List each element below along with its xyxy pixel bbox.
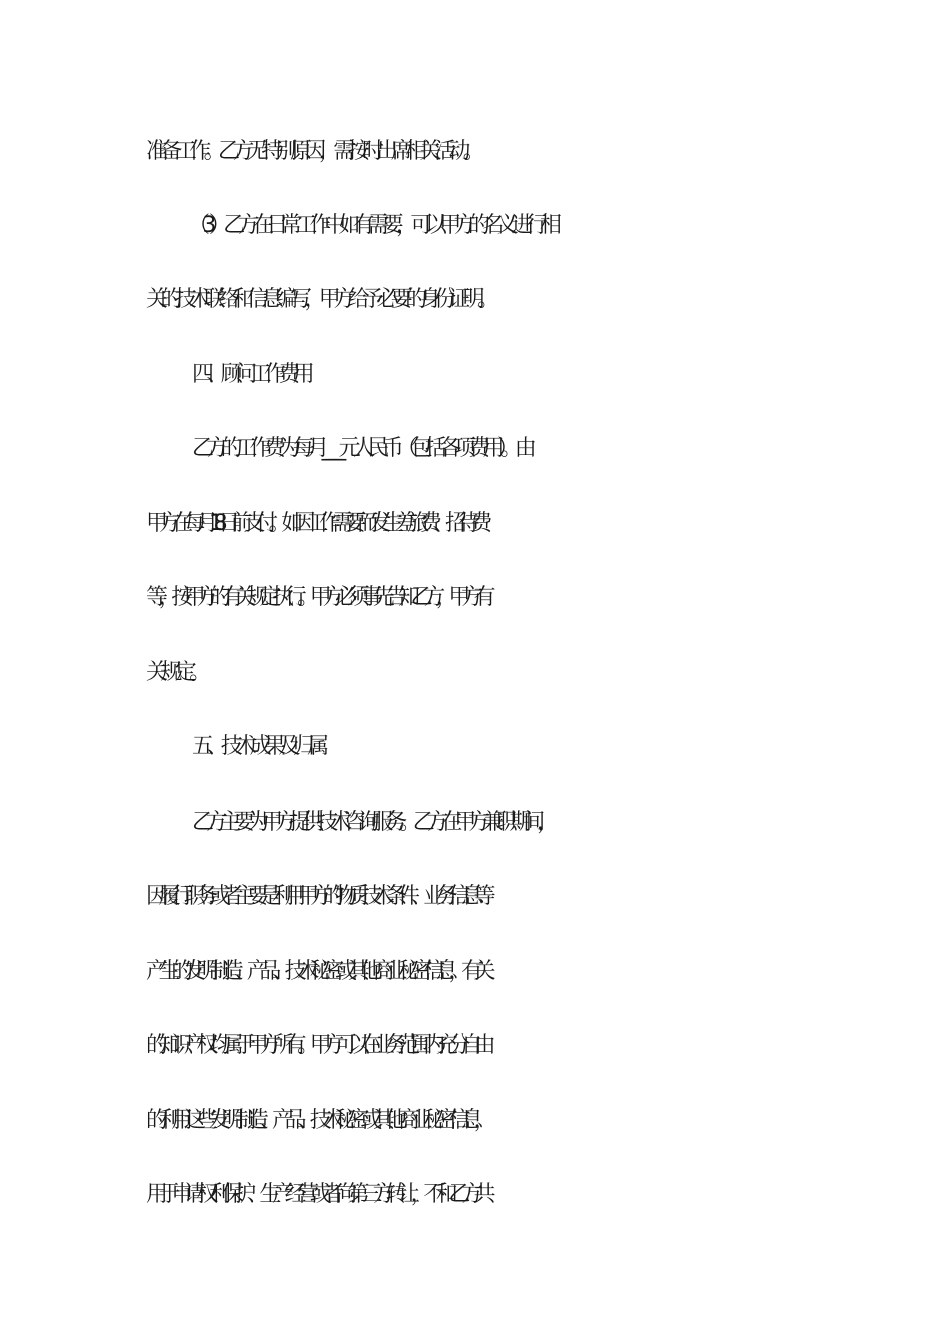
text-line: 关的技术联络和信息编写，甲方给予必要的身份证明。 bbox=[146, 287, 492, 312]
text-line: 等，按甲方的有关规定执行。甲方必须事先告知乙方，甲方有 bbox=[146, 585, 487, 610]
text-line: 关规定。 bbox=[146, 660, 204, 685]
text-line: 用于申请权利保护、生产经营或者向第三方转让，不和乙方共 bbox=[146, 1182, 487, 1207]
text-line: 甲方在每月18日前支付。如因工作需要而发生差旅费、招待费 bbox=[146, 511, 483, 536]
text-line: 的知识产权均属于甲方所有。甲方可以在业务范围内充分自由 bbox=[146, 1033, 487, 1058]
text-line: 因履行职务或者主要是利用甲方的物质技术条件、业务信息等 bbox=[146, 884, 487, 909]
text-line: 的利用这些发明制造、产品、技术秘密或其他商业秘密信息， bbox=[146, 1108, 487, 1133]
text-line: 乙方主要为甲方提供技术咨询服务。乙方在甲方兼职期间， bbox=[192, 810, 551, 835]
text-line: 乙方的工作费为每月_____元人民币（包括各项费用）。由 bbox=[192, 436, 530, 461]
text-line: 准备工作。乙方无特别原因，需按时出席相关活动。 bbox=[146, 139, 478, 164]
text-line: （3）乙方在日常工作中如有需要，可以甲方的名义进行相 bbox=[188, 213, 555, 238]
section-heading: 四、顾问工作费用 bbox=[192, 362, 308, 387]
section-heading: 五、技术成果及归属 bbox=[192, 734, 322, 759]
text-line: 产生的发明制造、产品、技术秘密或其他商业秘密信息，有关 bbox=[146, 959, 487, 984]
